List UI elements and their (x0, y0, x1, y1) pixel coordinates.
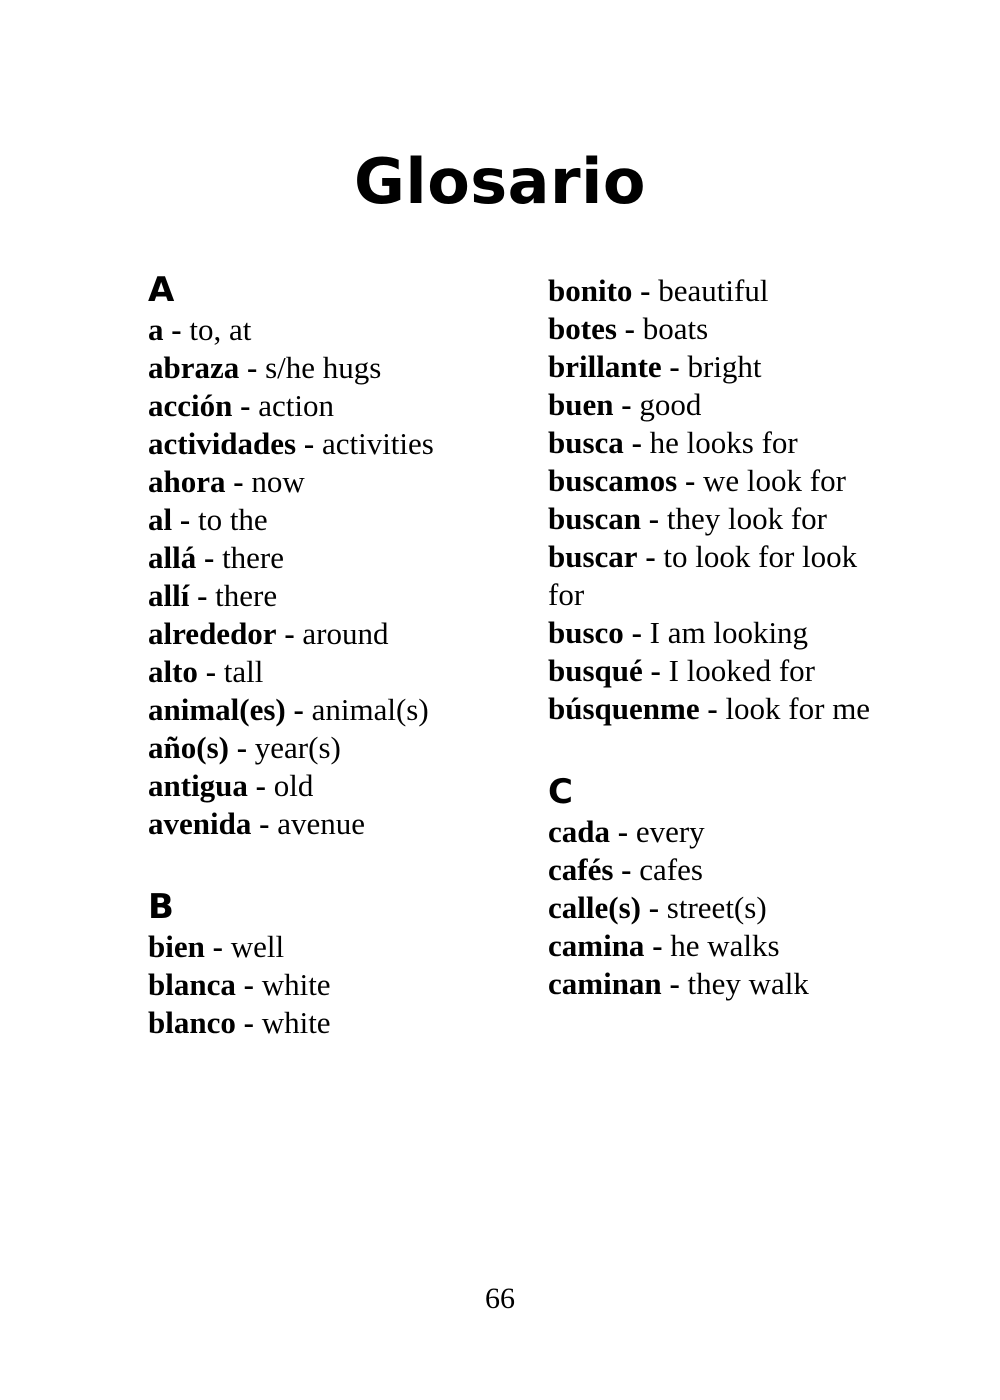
entry-list (148, 311, 488, 843)
glossary-entry (548, 851, 888, 889)
entry-term: alrededor (148, 616, 277, 652)
entry-separator: - (284, 616, 295, 652)
glossary-entry (148, 928, 488, 966)
entry-definition: street(s) (666, 889, 767, 925)
glossary-entry (548, 927, 888, 965)
entry-term: avenida (148, 805, 252, 841)
entry-list (548, 813, 888, 1003)
glossary-entry (148, 653, 488, 691)
entry-definition: he walks (670, 927, 780, 963)
glossary-entry (548, 889, 888, 927)
entry-term: búsquenme (548, 690, 700, 726)
entry-definition: to look for look for (548, 538, 858, 612)
entry-term: cada (548, 814, 610, 850)
entry-definition: bright (687, 348, 762, 384)
entry-definition: activities (321, 426, 434, 462)
entry-definition: action (258, 388, 334, 424)
entry-separator: - (205, 654, 217, 690)
entry-term: busca (548, 424, 624, 460)
glossary-column-right (548, 272, 888, 1042)
entry-term: al (148, 502, 173, 538)
entry-term: alto (148, 654, 198, 690)
entry-definition: good (639, 386, 702, 422)
glossary-column-left (148, 272, 488, 1042)
glossary-entry (148, 501, 488, 539)
glossary-entry (148, 767, 488, 805)
glossary-entry (548, 500, 888, 538)
entry-separator: - (243, 1005, 254, 1041)
glossary-entry (548, 813, 888, 851)
entry-term: busqué (548, 652, 643, 688)
glossary-entry (148, 539, 488, 577)
entry-term: ahora (148, 464, 226, 500)
entry-definition: tall (223, 654, 264, 690)
entry-term: camina (548, 927, 645, 963)
entry-separator: - (645, 538, 656, 574)
glossary-entry (148, 349, 488, 387)
entry-term: buscamos (548, 462, 678, 498)
entry-term: caminan (548, 965, 662, 1001)
entry-term: bonito (548, 273, 633, 308)
entry-separator: - (669, 965, 680, 1001)
entry-separator: - (240, 388, 251, 424)
entry-separator: - (631, 614, 642, 650)
entry-definition: well (230, 929, 285, 965)
entry-definition: around (302, 616, 389, 652)
entry-definition: I looked for (668, 652, 815, 688)
entry-term: allí (148, 578, 190, 614)
entry-definition: every (635, 814, 705, 850)
entry-separator: - (669, 348, 680, 384)
entry-definition: I am looking (649, 614, 809, 650)
entry-term: buscar (548, 538, 638, 574)
entry-term: buen (548, 386, 614, 422)
entry-separator: - (303, 426, 315, 462)
entry-separator: - (255, 768, 266, 804)
entry-separator: - (179, 502, 191, 538)
entry-separator: - (212, 929, 223, 965)
entry-list (548, 272, 888, 728)
entry-definition: we look for (703, 462, 846, 498)
entry-term: antigua (148, 768, 248, 804)
entry-separator: - (621, 386, 632, 422)
entry-definition: boats (642, 310, 709, 346)
entry-term: busco (548, 614, 624, 650)
entry-separator: - (243, 967, 254, 1003)
letter-heading: C (548, 771, 573, 812)
glossary-entry (148, 729, 488, 767)
entry-term: calle(s) (548, 889, 641, 925)
entry-separator: - (617, 814, 629, 850)
entry-separator: - (707, 690, 718, 726)
page-title: Glosario (354, 145, 646, 218)
entry-separator: - (197, 578, 208, 614)
entry-definition: year(s) (254, 730, 341, 766)
glossary-entry (548, 462, 888, 500)
glossary-entry (548, 652, 888, 690)
glossary-entry (548, 386, 888, 424)
page-number: 66 (485, 1282, 515, 1315)
entry-term: acción (148, 388, 233, 424)
entry-definition: white (261, 1005, 331, 1041)
entry-definition: old (273, 768, 314, 804)
letter-heading: A (148, 270, 175, 310)
entry-separator: - (684, 462, 696, 498)
entry-term: actividades (148, 426, 297, 462)
entry-separator: - (631, 424, 642, 460)
entry-term: animal(es) (148, 692, 286, 728)
glossary-entry (148, 1004, 488, 1042)
glossary-entry (148, 691, 488, 729)
entry-definition: there (215, 578, 278, 614)
entry-definition: he looks for (649, 424, 798, 460)
glossary-entry (548, 310, 888, 348)
glossary-entry (548, 690, 888, 728)
entry-definition: beautiful (658, 273, 769, 308)
glossary-entry (548, 424, 888, 462)
glossary-entry (548, 614, 888, 652)
entry-separator: - (247, 350, 258, 386)
glossary-entry (148, 311, 488, 349)
entry-definition: s/he hugs (265, 350, 382, 386)
entry-definition: now (251, 464, 305, 500)
entry-definition: avenue (277, 805, 365, 841)
entry-separator: - (648, 500, 660, 536)
entry-term: a (148, 312, 164, 348)
entry-definition: white (261, 967, 331, 1003)
entry-definition: to, at (189, 312, 252, 348)
entry-definition: animal(s) (311, 692, 429, 728)
glossary-entry (548, 272, 888, 310)
entry-definition: to the (197, 502, 268, 538)
glossary-entry (148, 463, 488, 501)
entry-separator: - (293, 692, 304, 728)
entry-separator: - (259, 805, 270, 841)
entry-term: bien (148, 929, 205, 965)
entry-definition: there (222, 540, 285, 576)
glossary-entry (148, 425, 488, 463)
entry-separator: - (648, 889, 660, 925)
entry-definition: look for me (725, 690, 871, 726)
entry-separator: - (203, 540, 215, 576)
glossary-entry (148, 966, 488, 1004)
entry-term: buscan (548, 500, 642, 536)
entry-separator: - (233, 464, 244, 500)
glossary-entry (148, 615, 488, 653)
entry-term: botes (548, 310, 617, 346)
entry-term: brillante (548, 348, 662, 384)
entry-list (148, 928, 488, 1042)
glossary-entry (148, 387, 488, 425)
letter-heading: B (148, 886, 174, 927)
entry-term: blanco (148, 1005, 236, 1041)
entry-term: cafés (548, 851, 614, 887)
glossary-entry (548, 538, 888, 614)
entry-separator: - (236, 730, 248, 766)
entry-term: blanca (148, 967, 236, 1003)
glossary-entry (548, 348, 888, 386)
glossary-entry (548, 965, 888, 1003)
entry-definition: they walk (687, 965, 809, 1001)
entry-separator: - (171, 312, 182, 348)
glossary-entry (148, 577, 488, 615)
entry-term: año(s) (148, 730, 229, 766)
entry-separator: - (621, 851, 632, 887)
entry-term: allá (148, 540, 197, 576)
entry-separator: - (652, 927, 663, 963)
glossary-columns (148, 272, 888, 1042)
entry-separator: - (624, 310, 635, 346)
entry-term: abraza (148, 350, 240, 386)
entry-separator: - (640, 273, 651, 308)
entry-definition: they look for (666, 500, 828, 536)
entry-definition: cafes (639, 851, 703, 887)
glossary-entry (148, 805, 488, 843)
entry-separator: - (650, 652, 661, 688)
